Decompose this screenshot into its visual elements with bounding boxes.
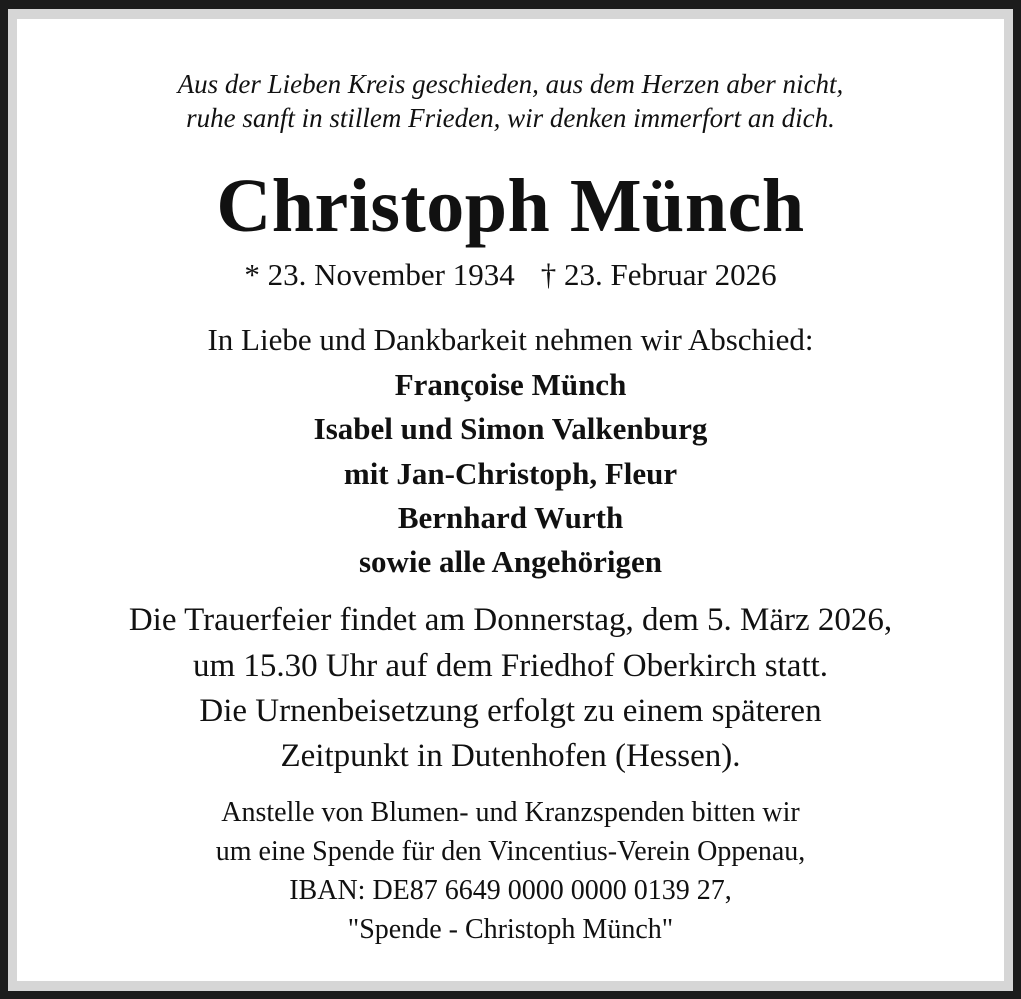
birth-date: * 23. November 1934: [244, 257, 515, 292]
obituary-card: [17, 19, 1004, 981]
mourner-name-1: Françoise Münch: [394, 367, 627, 402]
donation-line-1: Anstelle von Blumen- und Kranzspenden bitten wir: [221, 797, 800, 828]
service-line-3: Die Urnenbeisetzung erfolgt zu einem späteren: [199, 693, 822, 729]
mourner-name-3: mit Jan-Christoph, Fleur: [343, 456, 678, 491]
mourner-name-5: sowie alle Angehörigen: [358, 544, 663, 579]
mourner-name-4: Bernhard Wurth: [397, 500, 624, 535]
farewell-intro: In Liebe und Dankbarkeit nehmen wir Abschied:: [207, 322, 814, 357]
life-dates: [17, 257, 1004, 293]
service-line-1: Die Trauerfeier findet am Donnerstag, dem 5. März 2026,: [128, 602, 893, 638]
verse-line-2: ruhe sanft in stillem Frieden, wir denken immerfort an dich.: [186, 103, 835, 133]
verse-line-1: Aus der Lieben Kreis geschieden, aus dem Herzen aber nicht,: [177, 69, 844, 99]
service-line-2: um 15.30 Uhr auf dem Friedhof Oberkirch statt.: [192, 648, 829, 684]
death-date: † 23. Februar 2026: [540, 257, 777, 292]
mourner-name-2: Isabel und Simon Valkenburg: [313, 411, 708, 446]
donation-line-2: um eine Spende für den Vincentius-Verein Oppenau,: [215, 836, 806, 867]
service-line-4: Zeitpunkt in Dutenhofen (Hessen).: [280, 738, 741, 774]
donation-iban: IBAN: DE87 6649 0000 0000 0139 27,: [289, 875, 732, 906]
deceased-name: Christoph Münch: [216, 164, 805, 248]
donation-reference: "Spende - Christoph Münch": [347, 914, 674, 945]
